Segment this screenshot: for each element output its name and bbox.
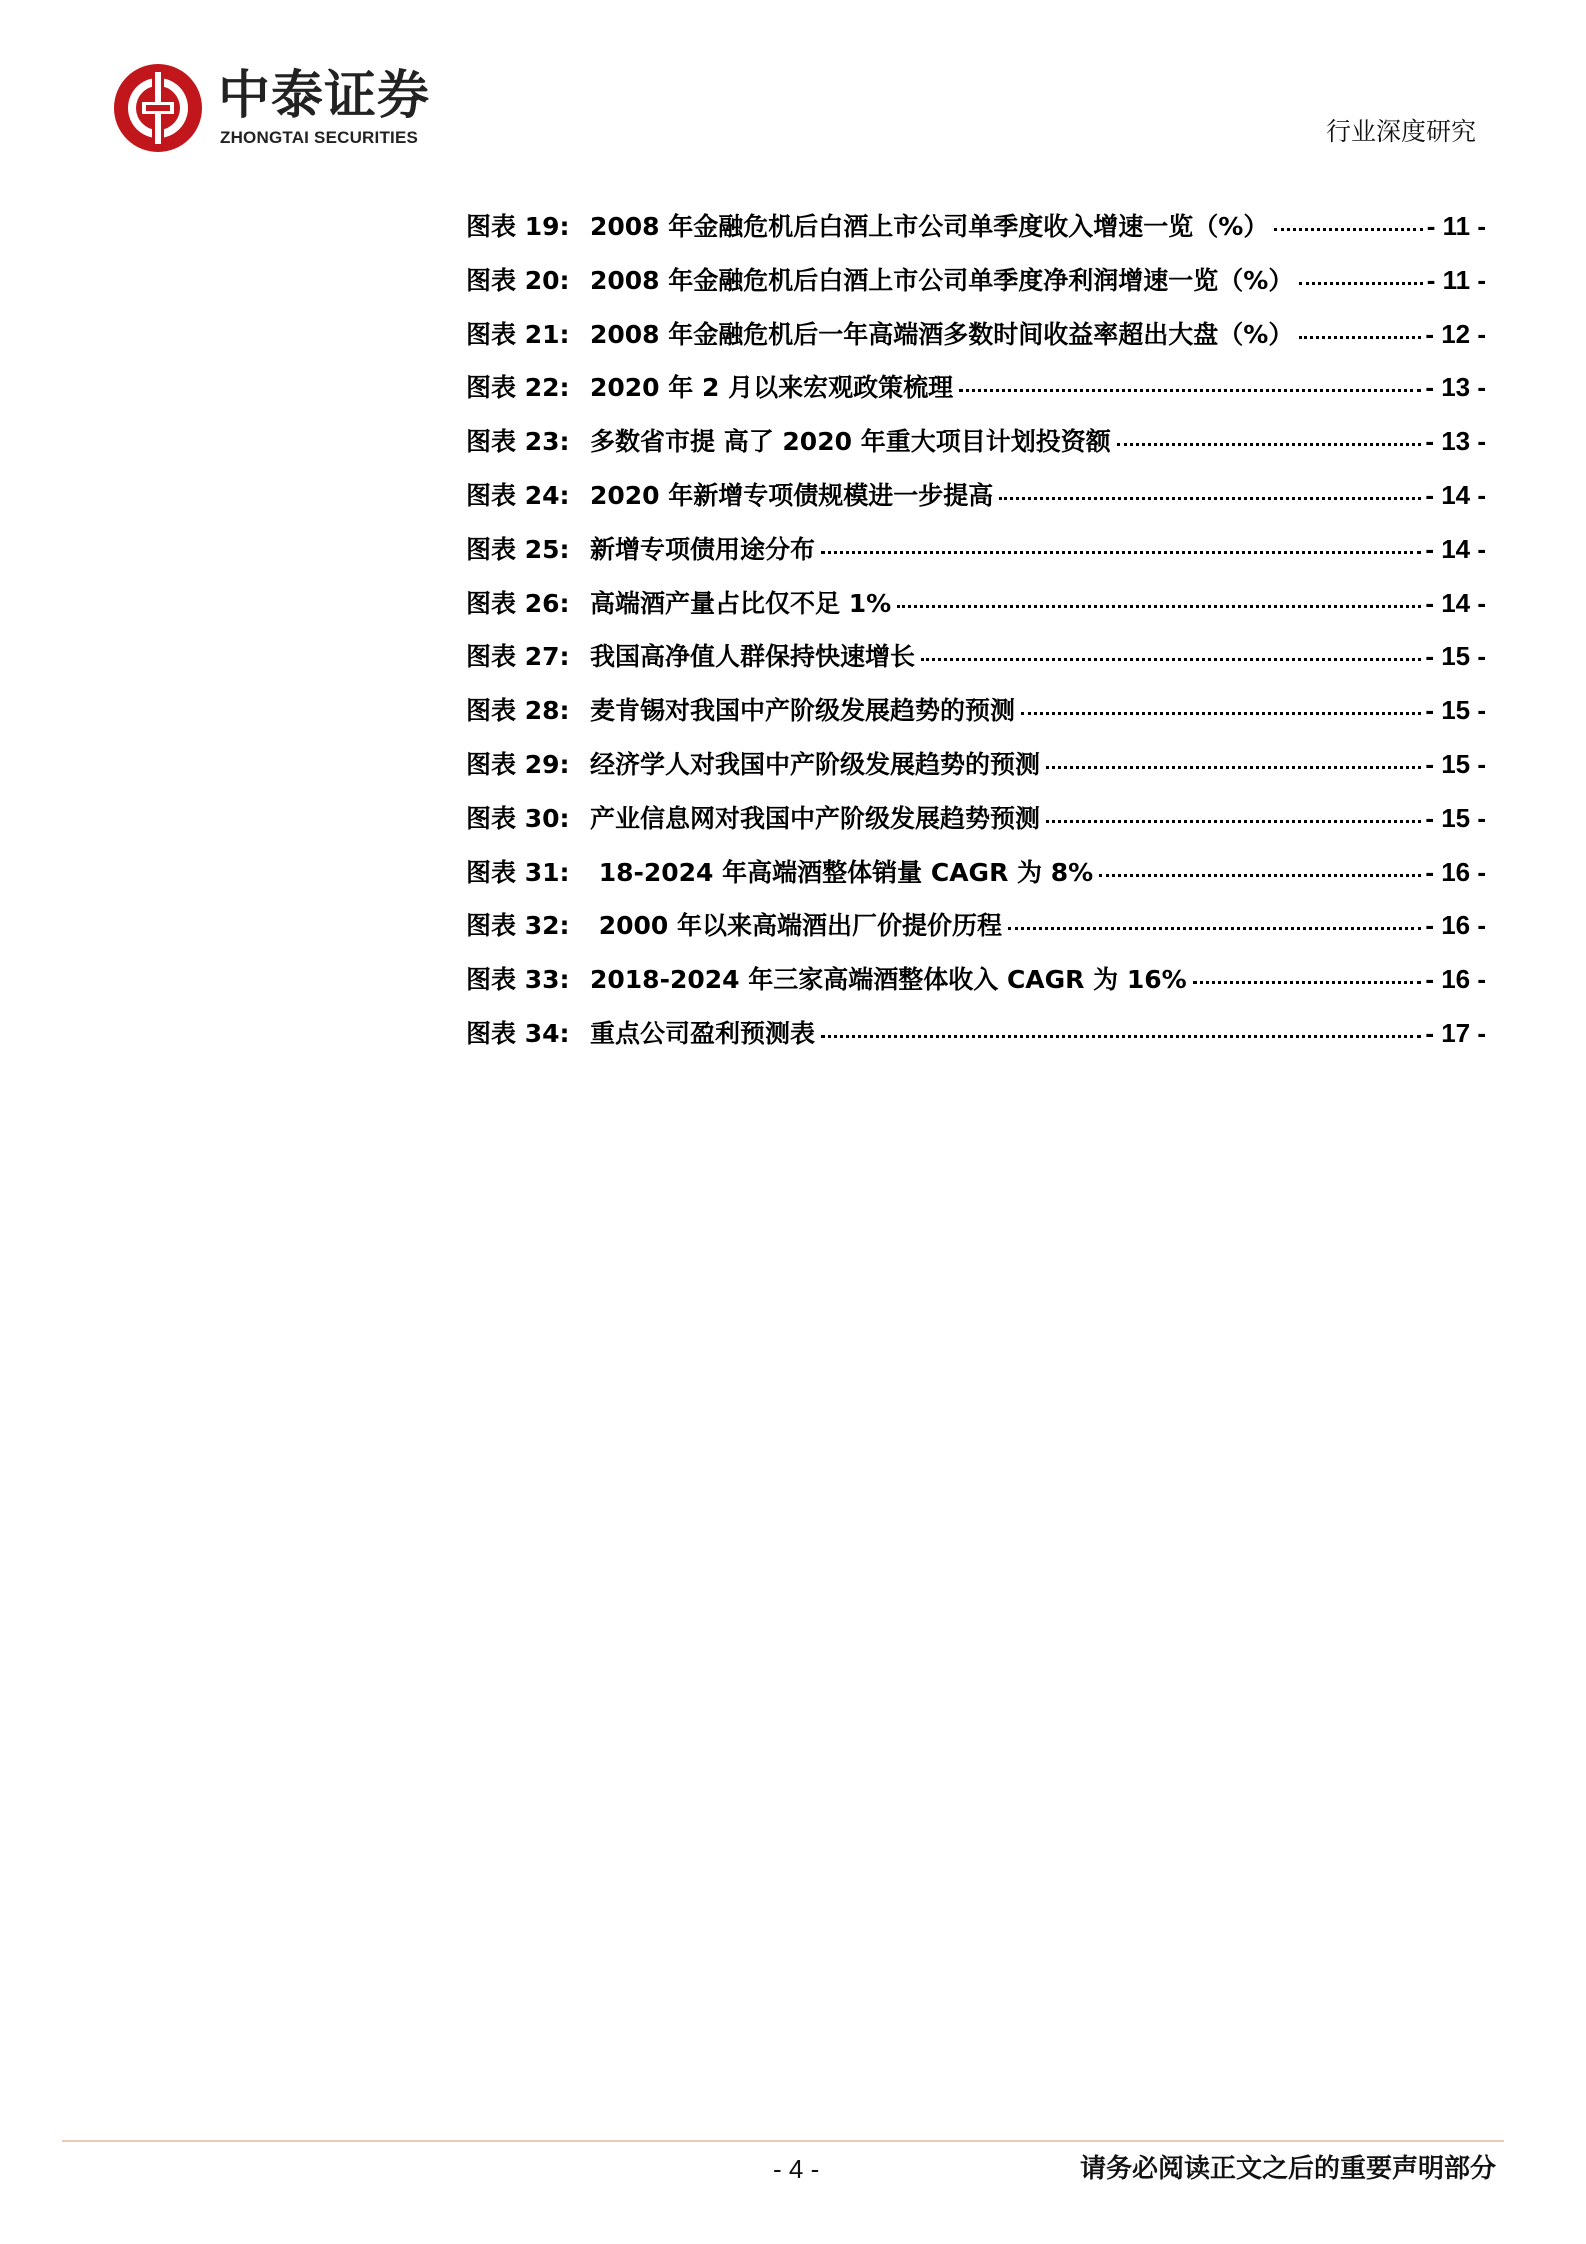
toc-dot-leader — [821, 1035, 1421, 1038]
toc-entry[interactable] — [466, 529, 1486, 583]
toc-entry[interactable] — [466, 260, 1486, 314]
toc-entry[interactable] — [466, 959, 1486, 1013]
toc-entry[interactable] — [466, 1013, 1486, 1067]
toc-entry-label: 图表 31: — [466, 857, 570, 887]
toc-dot-leader — [1117, 443, 1422, 446]
disclaimer-note: 请务必阅读正文之后的重要声明部分 — [1079, 2154, 1496, 2184]
report-type: 行业深度研究 — [1325, 117, 1476, 146]
toc-entry[interactable] — [466, 314, 1486, 368]
toc-entry-page: - 12 - — [1425, 318, 1486, 349]
toc-entry-title: 高端酒产量占比仅不足 1% — [590, 588, 892, 618]
page-header — [0, 0, 1586, 170]
toc-entry-title: 18-2024 年高端酒整体销量 CAGR 为 8% — [590, 857, 1094, 887]
zhongtai-logo-icon — [112, 62, 204, 154]
toc-entry-title: 2008 年金融危机后一年高端酒多数时间收益率超出大盘（%） — [590, 319, 1294, 349]
toc-dot-leader — [1099, 874, 1421, 877]
toc-entry-label: 图表 33: — [466, 965, 570, 995]
toc-entry[interactable] — [466, 905, 1486, 959]
company-name: 中泰证券 — [218, 66, 431, 126]
toc-entry-title: 2008 年金融危机后白酒上市公司单季度收入增速一览（%） — [590, 212, 1269, 241]
toc-entry-label: 图表 20: — [466, 265, 570, 295]
toc-dot-leader — [959, 389, 1421, 392]
toc-entry-title: 2018-2024 年三家高端酒整体收入 CAGR 为 16% — [590, 965, 1187, 995]
toc-entry[interactable] — [466, 798, 1486, 852]
figure-list — [466, 206, 1486, 1067]
toc-entry-label: 图表 30: — [466, 803, 570, 833]
toc-entry-title: 2020 年 2 月以来宏观政策梳理 — [590, 373, 954, 403]
toc-entry-page: - 14 - — [1425, 533, 1486, 564]
toc-entry[interactable] — [466, 475, 1486, 529]
toc-dot-leader — [1299, 282, 1422, 285]
toc-dot-leader — [821, 551, 1421, 554]
toc-entry[interactable] — [466, 744, 1486, 798]
toc-entry-page: - 14 - — [1425, 587, 1486, 618]
toc-entry-title: 我国高净值人群保持快速增长 — [590, 642, 916, 672]
toc-entry-page: - 15 - — [1425, 695, 1486, 726]
page-number: - 4 - — [773, 2154, 820, 2184]
toc-entry-page: - 15 - — [1425, 802, 1486, 833]
toc-entry-page: - 13 - — [1425, 372, 1486, 403]
toc-entry-page: - 15 - — [1425, 641, 1486, 672]
toc-entry-title: 2020 年新增专项债规模进一步提高 — [590, 480, 994, 510]
toc-entry[interactable] — [466, 421, 1486, 475]
toc-entry-page: - 11 - — [1426, 264, 1486, 295]
toc-entry-page: - 17 - — [1425, 1017, 1486, 1048]
toc-entry-page: - 15 - — [1425, 748, 1486, 779]
toc-entry-title: 经济学人对我国中产阶级发展趋势的预测 — [590, 749, 1041, 779]
toc-entry-label: 图表 34: — [466, 1018, 570, 1048]
toc-entry-title: 2000 年以来高端酒出厂价提价历程 — [590, 911, 1002, 941]
toc-entry-label: 图表 29: — [466, 749, 570, 779]
toc-entry[interactable] — [466, 636, 1486, 690]
toc-entry-title: 重点公司盈利预测表 — [590, 1018, 816, 1048]
toc-entry-label: 图表 19: — [466, 212, 570, 241]
toc-dot-leader — [1021, 712, 1421, 715]
toc-dot-leader — [1008, 927, 1421, 930]
toc-entry-label: 图表 27: — [466, 642, 570, 672]
company-name-en: ZHONGTAI SECURITIES — [220, 128, 419, 147]
toc-entry-title: 麦肯锡对我国中产阶级发展趋势的预测 — [590, 696, 1016, 726]
toc-entry[interactable] — [466, 690, 1486, 744]
toc-entry[interactable] — [466, 206, 1486, 260]
toc-entry-label: 图表 26: — [466, 588, 570, 618]
toc-entry-label: 图表 28: — [466, 696, 570, 726]
toc-entry-title: 新增专项债用途分布 — [590, 534, 816, 564]
toc-entry-label: 图表 24: — [466, 480, 570, 510]
toc-dot-leader — [1274, 228, 1422, 231]
toc-dot-leader — [1299, 336, 1421, 339]
toc-entry[interactable] — [466, 583, 1486, 637]
toc-entry-title: 产业信息网对我国中产阶级发展趋势预测 — [590, 803, 1041, 833]
toc-entry-page: - 16 - — [1425, 910, 1486, 941]
toc-dot-leader — [1046, 766, 1421, 769]
footer-divider — [62, 2140, 1504, 2142]
toc-dot-leader — [897, 605, 1421, 608]
toc-entry-title: 多数省市提 高了 2020 年重大项目计划投资额 — [590, 427, 1111, 457]
toc-dot-leader — [999, 497, 1421, 500]
toc-entry-label: 图表 23: — [466, 427, 570, 457]
toc-entry-label: 图表 21: — [466, 319, 570, 349]
toc-entry[interactable] — [466, 367, 1486, 421]
toc-dot-leader — [921, 658, 1421, 661]
toc-entry-label: 图表 32: — [466, 911, 570, 941]
toc-dot-leader — [1193, 981, 1422, 984]
toc-entry-page: - 16 - — [1425, 964, 1486, 995]
toc-dot-leader — [1046, 820, 1421, 823]
toc-entry[interactable] — [466, 852, 1486, 906]
toc-entry-page: - 13 - — [1425, 426, 1486, 457]
toc-entry-page: - 14 - — [1425, 479, 1486, 510]
toc-entry-label: 图表 25: — [466, 534, 570, 564]
toc-entry-label: 图表 22: — [466, 373, 570, 403]
company-logo — [112, 62, 492, 162]
toc-entry-page: - 11 - — [1426, 211, 1486, 241]
toc-entry-title: 2008 年金融危机后白酒上市公司单季度净利润增速一览（%） — [590, 265, 1294, 295]
toc-entry-page: - 16 - — [1425, 856, 1486, 887]
